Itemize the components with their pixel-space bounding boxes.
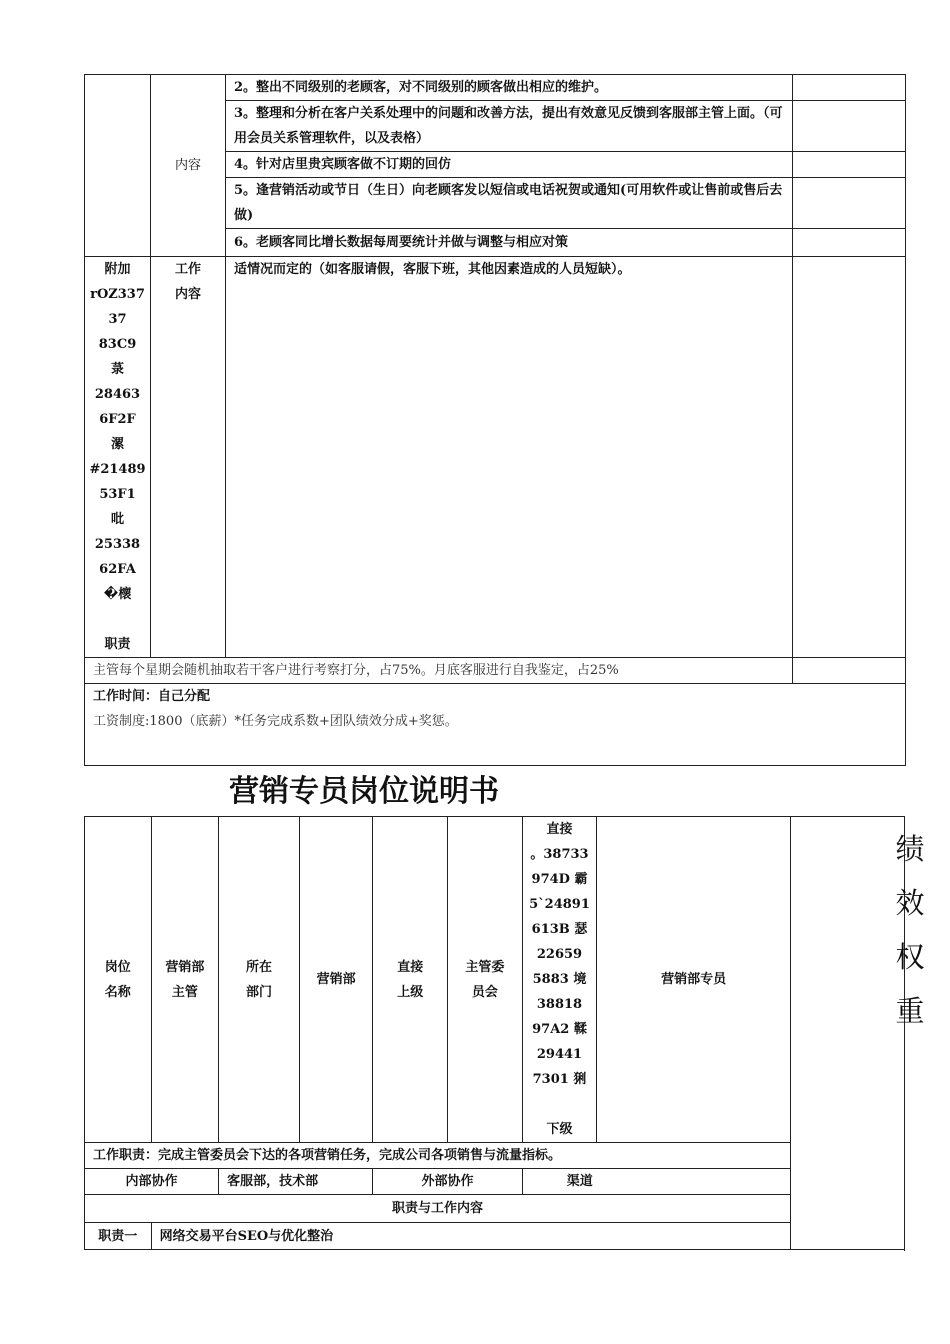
weight-cell (793, 257, 906, 658)
performance-weight-label: 绩 效 权 重 (895, 832, 925, 1028)
direct-superior-value: 主管委 员会 (448, 817, 523, 1143)
extra-work-text: 适情况而定的（如客服请假，客服下班，其他因素造成的人员短缺）。 (226, 257, 793, 658)
content-item: 5。逢营销活动或节日（生日）向老顾客发以短信或电话祝贺或通知(可用软件或让售前或售后去做) (226, 178, 793, 229)
post-name-label: 岗位 名称 (85, 817, 152, 1143)
content-item: 3。整理和分析在客户关系处理中的问题和改善方法，提出有效意见反馈到客服部主管上面。（可用会员关系管理软件，以及表格） (226, 101, 793, 152)
external-collab-label: 外部协作 (373, 1169, 522, 1195)
salary-system: 工资制度:1800（底薪）*任务完成系数+团队绩效分成+奖惩。 (93, 714, 458, 729)
internal-collab-value: 客服部，技术部 (219, 1169, 373, 1195)
content-label: 内容 (151, 75, 226, 257)
external-collab-value: 渠道 (522, 1169, 790, 1195)
work-time-salary-cell (85, 684, 906, 766)
weight-cell (793, 152, 906, 178)
post-name-value: 营销部 主管 (151, 817, 219, 1143)
duties-header: 职责与工作内容 (85, 1195, 791, 1223)
duty1-label: 职责一 (85, 1223, 152, 1250)
department-value: 营销部 (299, 817, 373, 1143)
direct-subordinate-value: 营销部专员 (597, 817, 791, 1143)
weight-cell (793, 101, 906, 152)
left-empty-cell (85, 75, 151, 257)
work-content-label: 工作 内容 (151, 257, 226, 658)
content-item: 2。整出不同级别的老顾客，对不同级别的顾客做出相应的维护。 (226, 75, 793, 101)
assessment-text: 主管每个星期会随机抽取若干客户进行考察打分，占75%。月底客服进行自我鉴定，占25% (85, 658, 793, 684)
weight-cell (793, 75, 906, 101)
job-duty: 工作职责：完成主管委员会下达的各项营销任务，完成公司各项销售与流量指标。 (85, 1143, 791, 1169)
duty1-value: 网络交易平台SEO与优化整治 (151, 1223, 790, 1250)
department-label: 所在 部门 (219, 817, 300, 1143)
direct-subordinate-label: 直接 。38733 974D 霸 5`24891 613B 瑟 22659 5883 境 38818 97A2 鞣 29441 7301 猁 下级 (522, 817, 597, 1143)
document-title: 营销专员岗位说明书 (229, 774, 499, 809)
internal-collab-label: 内部协作 (85, 1169, 219, 1195)
job-description-table-continued (84, 74, 906, 766)
marketing-specialist-job-table (84, 816, 905, 1250)
weight-cell (793, 658, 906, 684)
weight-cell (793, 178, 906, 229)
direct-superior-label: 直接 上级 (373, 817, 448, 1143)
work-time: 工作时间：自己分配 (93, 689, 211, 704)
weight-cell (793, 229, 906, 257)
extra-duty-label: 附加 rOZ337 37 83C9 菉 28463 6F2F 漯 #21489 53F1 吡 25338 62FA �櫰 职责 (85, 257, 151, 658)
content-item: 4。针对店里贵宾顾客做不订期的回仿 (226, 152, 793, 178)
content-item: 6。老顾客同比增长数据每周要统计并做与调整与相应对策 (226, 229, 793, 257)
